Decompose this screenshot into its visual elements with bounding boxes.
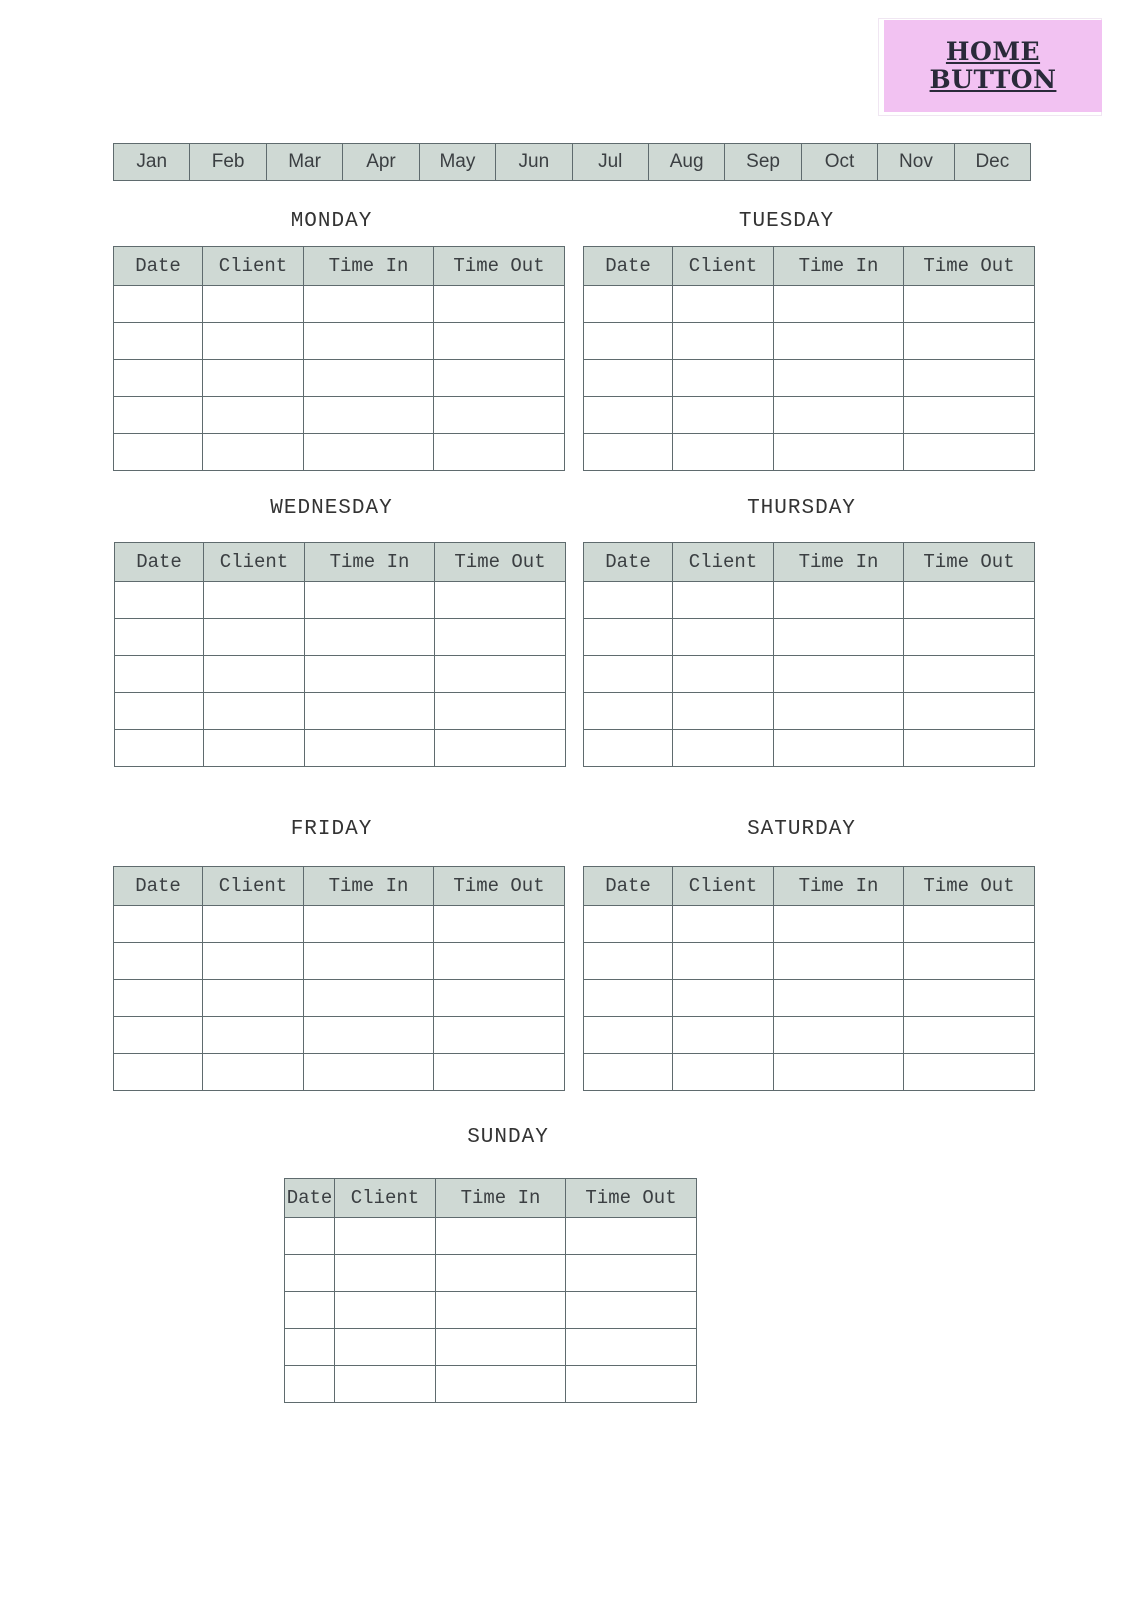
- cell-time-out[interactable]: [566, 1329, 697, 1366]
- cell-time-in[interactable]: [305, 582, 435, 619]
- home-button-container: [878, 12, 1108, 122]
- cell-time-out[interactable]: [904, 943, 1035, 980]
- table-row: [584, 619, 1035, 656]
- cell-client[interactable]: [203, 397, 304, 434]
- cell-client[interactable]: [673, 582, 774, 619]
- column-header-client: Client: [203, 867, 304, 906]
- cell-date[interactable]: [584, 1017, 673, 1054]
- cell-date[interactable]: [114, 397, 203, 434]
- cell-date[interactable]: [114, 286, 203, 323]
- cell-time-in[interactable]: [774, 286, 904, 323]
- cell-client[interactable]: [673, 619, 774, 656]
- cell-client[interactable]: [673, 397, 774, 434]
- table-row: [584, 693, 1035, 730]
- cell-time-in[interactable]: [774, 906, 904, 943]
- table-row: [584, 1017, 1035, 1054]
- table-header-row: [285, 1179, 697, 1218]
- cell-client[interactable]: [204, 619, 305, 656]
- cell-time-out[interactable]: [566, 1255, 697, 1292]
- cell-time-in[interactable]: [304, 286, 434, 323]
- wednesday-table: [114, 542, 566, 767]
- month-tab-feb[interactable]: Feb: [190, 144, 266, 180]
- cell-date[interactable]: [584, 397, 673, 434]
- column-header-time-in: Time In: [774, 247, 904, 286]
- cell-time-in[interactable]: [305, 730, 435, 767]
- cell-time-out[interactable]: [435, 730, 566, 767]
- cell-date[interactable]: [114, 434, 203, 471]
- table-row: [114, 360, 565, 397]
- table-row: [285, 1329, 697, 1366]
- cell-time-out[interactable]: [904, 730, 1035, 767]
- cell-client[interactable]: [204, 582, 305, 619]
- cell-time-out[interactable]: [434, 1017, 565, 1054]
- table-header-row: [115, 543, 566, 582]
- table-row: [584, 582, 1035, 619]
- cell-date[interactable]: [285, 1218, 335, 1255]
- cell-time-out[interactable]: [434, 906, 565, 943]
- column-header-time-out: Time Out: [435, 543, 566, 582]
- cell-date[interactable]: [115, 730, 204, 767]
- table-row: [584, 1054, 1035, 1091]
- cell-client[interactable]: [673, 943, 774, 980]
- month-tab-jul[interactable]: Jul: [573, 144, 649, 180]
- cell-client[interactable]: [204, 656, 305, 693]
- cell-client[interactable]: [203, 323, 304, 360]
- column-header-client: Client: [335, 1179, 436, 1218]
- cell-client[interactable]: [673, 980, 774, 1017]
- cell-time-out[interactable]: [904, 906, 1035, 943]
- column-header-date: Date: [114, 247, 203, 286]
- cell-time-in[interactable]: [774, 730, 904, 767]
- cell-date[interactable]: [114, 1017, 203, 1054]
- cell-time-out[interactable]: [566, 1292, 697, 1329]
- cell-time-out[interactable]: [434, 434, 565, 471]
- month-tab-jun[interactable]: Jun: [496, 144, 572, 180]
- table-header-row: [584, 247, 1035, 286]
- day-title-saturday: SATURDAY: [747, 818, 856, 841]
- tuesday-table: [583, 246, 1035, 471]
- table-row: [285, 1292, 697, 1329]
- month-tab-apr[interactable]: Apr: [343, 144, 419, 180]
- day-title-friday: FRIDAY: [290, 818, 373, 841]
- cell-time-out[interactable]: [434, 360, 565, 397]
- home-button[interactable]: [884, 20, 1102, 112]
- table-row: [114, 906, 565, 943]
- cell-time-in[interactable]: [774, 434, 904, 471]
- cell-date[interactable]: [584, 286, 673, 323]
- cell-date[interactable]: [115, 693, 204, 730]
- cell-client[interactable]: [673, 434, 774, 471]
- cell-client[interactable]: [673, 286, 774, 323]
- table-row: [285, 1218, 697, 1255]
- table-row: [114, 286, 565, 323]
- cell-date[interactable]: [584, 943, 673, 980]
- cell-date[interactable]: [114, 980, 203, 1017]
- cell-time-out[interactable]: [904, 1054, 1035, 1091]
- cell-time-in[interactable]: [436, 1366, 566, 1403]
- cell-time-out[interactable]: [904, 286, 1035, 323]
- table-row: [584, 323, 1035, 360]
- cell-time-in[interactable]: [774, 360, 904, 397]
- day-title-sunday: SUNDAY: [467, 1126, 549, 1149]
- cell-time-out[interactable]: [904, 980, 1035, 1017]
- cell-time-in[interactable]: [305, 693, 435, 730]
- friday-table: [113, 866, 565, 1091]
- cell-time-in[interactable]: [774, 693, 904, 730]
- cell-time-out[interactable]: [434, 323, 565, 360]
- cell-date[interactable]: [285, 1292, 335, 1329]
- table-row: [115, 582, 566, 619]
- cell-time-in[interactable]: [304, 360, 434, 397]
- cell-time-out[interactable]: [566, 1218, 697, 1255]
- cell-time-out[interactable]: [434, 1054, 565, 1091]
- cell-time-out[interactable]: [904, 1017, 1035, 1054]
- cell-time-in[interactable]: [436, 1218, 566, 1255]
- table-row: [584, 397, 1035, 434]
- cell-time-out[interactable]: [904, 656, 1035, 693]
- table-row: [114, 323, 565, 360]
- day-title-tuesday: TUESDAY: [738, 210, 835, 233]
- cell-time-in[interactable]: [774, 582, 904, 619]
- cell-client[interactable]: [673, 360, 774, 397]
- table-row: [584, 943, 1035, 980]
- cell-time-out[interactable]: [434, 397, 565, 434]
- cell-date[interactable]: [114, 943, 203, 980]
- table-row: [114, 1054, 565, 1091]
- cell-client[interactable]: [203, 360, 304, 397]
- cell-time-in[interactable]: [774, 323, 904, 360]
- cell-client[interactable]: [335, 1292, 436, 1329]
- cell-date[interactable]: [584, 434, 673, 471]
- cell-time-in[interactable]: [774, 943, 904, 980]
- cell-time-out[interactable]: [435, 656, 566, 693]
- cell-date[interactable]: [114, 323, 203, 360]
- cell-time-in[interactable]: [774, 656, 904, 693]
- cell-date[interactable]: [584, 906, 673, 943]
- cell-time-out[interactable]: [904, 360, 1035, 397]
- month-tabs: [113, 143, 1031, 181]
- cell-time-out[interactable]: [435, 619, 566, 656]
- column-header-time-out: Time Out: [434, 867, 565, 906]
- cell-time-out[interactable]: [434, 286, 565, 323]
- cell-client[interactable]: [204, 730, 305, 767]
- cell-time-in[interactable]: [436, 1255, 566, 1292]
- column-header-time-in: Time In: [774, 867, 904, 906]
- cell-time-out[interactable]: [904, 323, 1035, 360]
- cell-date[interactable]: [584, 1054, 673, 1091]
- cell-time-in[interactable]: [304, 1054, 434, 1091]
- month-tab-aug[interactable]: Aug: [649, 144, 725, 180]
- month-tab-oct[interactable]: Oct: [802, 144, 878, 180]
- table-row: [584, 360, 1035, 397]
- table-row: [115, 656, 566, 693]
- table-row: [584, 906, 1035, 943]
- cell-time-out[interactable]: [435, 693, 566, 730]
- cell-date[interactable]: [114, 1054, 203, 1091]
- cell-client[interactable]: [203, 980, 304, 1017]
- table-row: [584, 980, 1035, 1017]
- month-tab-sep[interactable]: Sep: [725, 144, 801, 180]
- cell-client[interactable]: [203, 943, 304, 980]
- column-header-date: Date: [584, 543, 673, 582]
- thursday-table: [583, 542, 1035, 767]
- cell-time-in[interactable]: [304, 323, 434, 360]
- cell-date[interactable]: [584, 693, 673, 730]
- cell-client[interactable]: [203, 286, 304, 323]
- cell-time-in[interactable]: [436, 1292, 566, 1329]
- cell-time-in[interactable]: [774, 619, 904, 656]
- column-header-time-in: Time In: [305, 543, 435, 582]
- table-header-row: [114, 247, 565, 286]
- day-title-monday: MONDAY: [290, 210, 373, 233]
- sunday-table: [284, 1178, 697, 1403]
- table-row: [584, 434, 1035, 471]
- column-header-client: Client: [204, 543, 305, 582]
- month-tab-dec[interactable]: Dec: [975, 151, 1010, 172]
- cell-client[interactable]: [335, 1218, 436, 1255]
- saturday-table: [583, 866, 1035, 1091]
- cell-time-in[interactable]: [304, 434, 434, 471]
- cell-time-in[interactable]: [774, 980, 904, 1017]
- cell-client[interactable]: [673, 906, 774, 943]
- cell-client[interactable]: [335, 1366, 436, 1403]
- column-header-date: Date: [584, 247, 673, 286]
- cell-time-in[interactable]: [304, 980, 434, 1017]
- column-header-client: Client: [203, 247, 304, 286]
- day-title-wednesday: WEDNESDAY: [270, 497, 393, 520]
- table-row: [114, 397, 565, 434]
- cell-client[interactable]: [335, 1255, 436, 1292]
- column-header-time-out: Time Out: [904, 247, 1035, 286]
- table-header-row: [584, 543, 1035, 582]
- cell-time-out[interactable]: [904, 434, 1035, 471]
- day-title-thursday: THURSDAY: [747, 497, 856, 520]
- cell-client[interactable]: [673, 730, 774, 767]
- cell-date[interactable]: [584, 730, 673, 767]
- cell-date[interactable]: [285, 1366, 335, 1403]
- cell-time-in[interactable]: [774, 1017, 904, 1054]
- monday-table: [113, 246, 565, 471]
- cell-time-in[interactable]: [304, 1017, 434, 1054]
- table-row: [584, 656, 1035, 693]
- cell-time-out[interactable]: [904, 693, 1035, 730]
- cell-client[interactable]: [673, 1054, 774, 1091]
- cell-date[interactable]: [115, 582, 204, 619]
- cell-time-in[interactable]: [304, 397, 434, 434]
- column-header-client: Client: [673, 867, 774, 906]
- cell-client[interactable]: [204, 693, 305, 730]
- table-row: [285, 1255, 697, 1292]
- table-header-row: [114, 867, 565, 906]
- cell-client[interactable]: [203, 1017, 304, 1054]
- cell-client[interactable]: [673, 323, 774, 360]
- cell-date[interactable]: [114, 360, 203, 397]
- month-tab-nov[interactable]: Nov: [878, 144, 954, 180]
- cell-time-out[interactable]: [566, 1366, 697, 1403]
- cell-time-out[interactable]: [435, 582, 566, 619]
- cell-date[interactable]: [114, 906, 203, 943]
- table-row: [114, 1017, 565, 1054]
- column-header-time-out: Time Out: [566, 1179, 697, 1218]
- cell-date[interactable]: [584, 980, 673, 1017]
- table-row: [115, 730, 566, 767]
- cell-client[interactable]: [673, 1017, 774, 1054]
- cell-date[interactable]: [584, 360, 673, 397]
- column-header-time-in: Time In: [304, 247, 434, 286]
- column-header-client: Client: [673, 247, 774, 286]
- table-row: [114, 434, 565, 471]
- cell-date[interactable]: [285, 1255, 335, 1292]
- table-row: [285, 1366, 697, 1403]
- cell-client[interactable]: [203, 906, 304, 943]
- cell-time-in[interactable]: [436, 1329, 566, 1366]
- cell-time-in[interactable]: [305, 619, 435, 656]
- column-header-date: Date: [285, 1179, 335, 1218]
- cell-date[interactable]: [115, 619, 204, 656]
- cell-date[interactable]: [584, 656, 673, 693]
- column-header-time-out: Time Out: [434, 247, 565, 286]
- column-header-time-in: Time In: [436, 1179, 566, 1218]
- column-header-date: Date: [115, 543, 204, 582]
- cell-date[interactable]: [584, 619, 673, 656]
- column-header-time-out: Time Out: [904, 867, 1035, 906]
- cell-time-in[interactable]: [774, 397, 904, 434]
- table-header-row: [584, 867, 1035, 906]
- table-row: [114, 980, 565, 1017]
- month-tab-may[interactable]: May: [420, 144, 496, 180]
- column-header-date: Date: [584, 867, 673, 906]
- column-header-time-in: Time In: [774, 543, 904, 582]
- cell-time-out[interactable]: [904, 397, 1035, 434]
- cell-date[interactable]: [285, 1329, 335, 1366]
- cell-date[interactable]: [584, 323, 673, 360]
- home-button-label-line1: HOME: [945, 37, 1041, 66]
- column-header-time-in: Time In: [304, 867, 434, 906]
- column-header-client: Client: [673, 543, 774, 582]
- table-row: [114, 943, 565, 980]
- cell-client[interactable]: [203, 434, 304, 471]
- cell-time-out[interactable]: [904, 619, 1035, 656]
- cell-time-out[interactable]: [904, 582, 1035, 619]
- cell-client[interactable]: [673, 693, 774, 730]
- cell-date[interactable]: [584, 582, 673, 619]
- cell-client[interactable]: [335, 1329, 436, 1366]
- column-header-date: Date: [114, 867, 203, 906]
- cell-date[interactable]: [115, 656, 204, 693]
- table-row: [584, 730, 1035, 767]
- month-tab-mar[interactable]: Mar: [267, 144, 343, 180]
- table-row: [584, 286, 1035, 323]
- cell-time-in[interactable]: [305, 656, 435, 693]
- cell-time-in[interactable]: [774, 1054, 904, 1091]
- table-row: [115, 619, 566, 656]
- month-tab-jan[interactable]: Jan: [114, 144, 190, 180]
- home-button-label-line2: BUTTON: [929, 65, 1057, 94]
- cell-time-out[interactable]: [434, 943, 565, 980]
- cell-time-in[interactable]: [304, 943, 434, 980]
- cell-time-out[interactable]: [434, 980, 565, 1017]
- cell-client[interactable]: [203, 1054, 304, 1091]
- table-row: [115, 693, 566, 730]
- cell-client[interactable]: [673, 656, 774, 693]
- cell-time-in[interactable]: [304, 906, 434, 943]
- column-header-time-out: Time Out: [904, 543, 1035, 582]
